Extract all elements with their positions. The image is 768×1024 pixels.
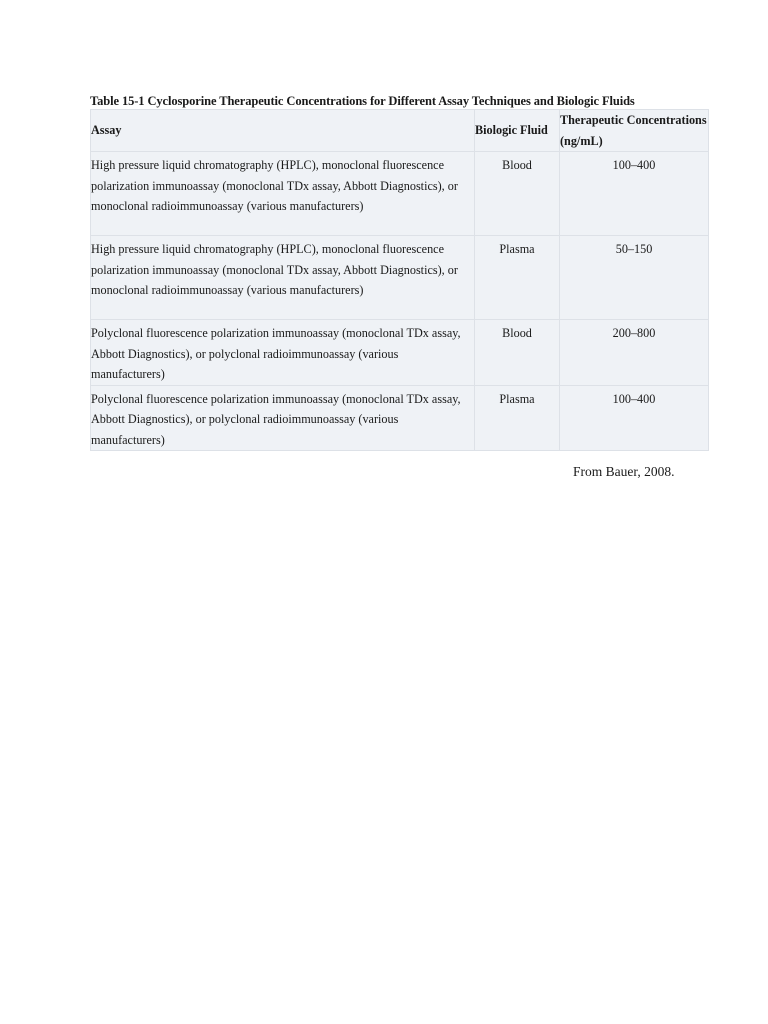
fluid-cell: Blood [475,320,560,386]
document-content [90,93,708,451]
assay-cell: High pressure liquid chromatography (HPLC), monoclonal fluorescence polarization immunoassay (monoclonal TDx assay, Abbott Diagnostics), or monoclonal radioimmunoassay (various manufacturers) [91,152,475,236]
table-row [91,236,709,320]
fluid-cell: Blood [475,152,560,236]
table-row [91,320,709,386]
concentration-cell: 200–800 [560,320,709,386]
header-therapeutic-concentrations: Therapeutic Concentrations (ng/mL) [560,110,709,152]
assay-cell: High pressure liquid chromatography (HPLC), monoclonal fluorescence polarization immunoassay (monoclonal TDx assay, Abbott Diagnostics), or monoclonal radioimmunoassay (various manufacturers) [91,236,475,320]
header-assay: Assay [91,110,475,152]
assay-cell: Polyclonal fluorescence polarization immunoassay (monoclonal TDx assay, Abbott Diagnostics), or polyclonal radioimmunoassay (various manufacturers) [91,320,475,386]
concentration-table [90,109,709,451]
source-citation: From Bauer, 2008. [573,464,675,479]
concentration-cell: 50–150 [560,236,709,320]
table-caption: Table 15-1 Cyclosporine Therapeutic Concentrations for Different Assay Techniques and Biologic Fluids [90,94,635,108]
table-header-row [91,110,709,152]
table-row [91,385,709,451]
fluid-cell: Plasma [475,236,560,320]
table-row [91,152,709,236]
header-biologic-fluid: Biologic Fluid [475,110,560,152]
concentration-cell: 100–400 [560,152,709,236]
concentration-cell: 100–400 [560,385,709,451]
assay-cell: Polyclonal fluorescence polarization immunoassay (monoclonal TDx assay, Abbott Diagnostics), or polyclonal radioimmunoassay (various manufacturers) [91,385,475,451]
fluid-cell: Plasma [475,385,560,451]
